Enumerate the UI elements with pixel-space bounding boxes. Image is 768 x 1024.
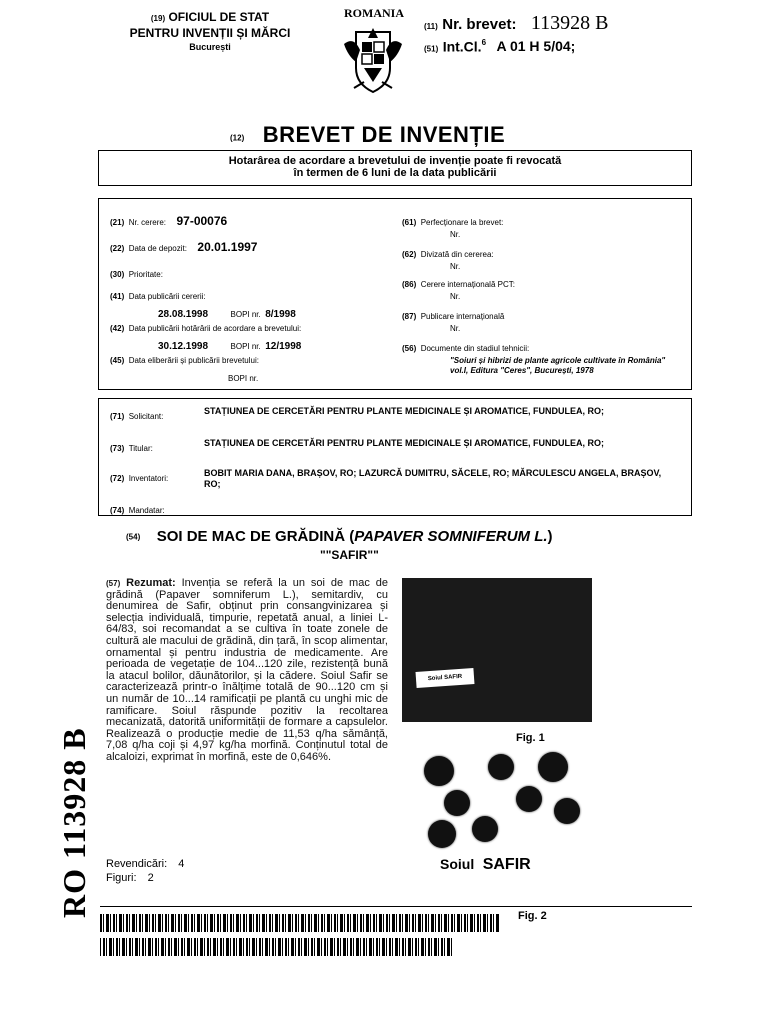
capsule-3 — [538, 752, 568, 782]
coat-of-arms-icon — [340, 22, 406, 98]
biblio-41: (41) Data publicării cererii: 28.08.1998 BOPI nr. 8/1998 — [110, 292, 296, 320]
intcl-code: (51) — [424, 44, 439, 54]
notice-line2: în termen de 6 luni de la data publicării — [293, 167, 497, 179]
revocation-notice — [98, 150, 692, 186]
office-city: București — [189, 42, 231, 52]
notice-line1: Hotarârea de acordare a brevetului de invenție poate fi revocată — [228, 155, 562, 167]
country-name: ROMANIA — [344, 6, 404, 20]
invention-title-part1: SOI DE MAC DE GRĂDINĂ ( — [156, 528, 355, 545]
patent-no-code: (11) — [424, 22, 438, 31]
figure-1-label: Fig. 1 — [516, 732, 545, 744]
biblio-56: (56) Documente din stadiul tehnicii: "Soiuri și hibrizi de plante agricole cultivate în România" vol.I, Editura "Ceres", București, 1978 — [402, 344, 666, 375]
party-71: (71) Solicitant: STAȚIUNEA DE CERCETĂRI PENTRU PLANTE MEDICINALE ȘI AROMATICE, FUNDULEA, RO; — [110, 406, 604, 421]
biblio-87: (87) Publicare internațională Nr. — [402, 312, 505, 333]
invention-title-species: PAPAVER SOMNIFERUM L. — [354, 528, 548, 545]
capsule-8 — [472, 816, 498, 842]
party-72: (72) Inventatori: BOBIT MARIA DANA, BRAȘOV, RO; LAZURCĂ DUMITRU, SĂCELE, RO; MĂRCULESCU ANGELA, BRAȘOV, RO; — [110, 468, 662, 489]
office-code: (19) — [150, 14, 166, 23]
abstract-text: Invenția se referă la un soi de mac de grădină (Papaver somniferum L.), semitardiv, cu denumirea de Safir, obținut prin consangvinizarea și selecția individuală, timpurie, repetată anual, a liniei L-64/83, soi recomandat a se cultiva în toate zonele de cultură ale macului de grădină, din țară, în scop alimentar, ornamental și pentru industria de medicamente. Are perioada de vegetație de 104...120 zile, rezistență bună la atacul bolilor, dăunătorilor, și la cădere. Soiul Safir se caracterizează printr-o înălțime totală de 90...120 cm și un număr de 10...14 ramificații pe plantă cu unghi mic de ramificare. Soiul răspunde pozitiv la recoltarea mecanizată, datorită uniformității de formare a capsulelor. Realizează o producție medie de 11,53 q/ha sămânță, 7,08 q/ha coji și 4,97 kg/ha morfină. Conținutul total de alcaloizi, exprimat în morfină, este de 0,646%. — [106, 577, 389, 763]
side-patent-number: RO 113928 B — [56, 727, 92, 918]
capsule-4 — [444, 790, 470, 816]
intcl-label: Int.Cl. — [442, 38, 482, 55]
party-73: (73) Titular: STAȚIUNEA DE CERCETĂRI PENTRU PLANTE MEDICINALE ȘI AROMATICE, FUNDULEA, RO; — [110, 438, 604, 453]
capsule-1 — [424, 756, 454, 786]
invention-title-line2: ""SAFIR"" — [320, 548, 379, 562]
office-block — [110, 10, 310, 52]
biblio-61: (61) Perfecționare la brevet: Nr. — [402, 218, 504, 239]
capsule-6 — [554, 798, 580, 824]
divider — [100, 906, 692, 907]
figure-2-capsules — [414, 750, 586, 854]
intcl-value: A 01 H 5/04; — [496, 38, 576, 55]
biblio-42: (42) Data publicării hotărârii de acordare a brevetului: 30.12.1998 BOPI nr. 12/1998 — [110, 324, 302, 352]
intcl-row — [424, 38, 764, 56]
document-title — [230, 122, 610, 148]
party-74: (74) Mandatar: — [110, 506, 165, 515]
title-text: BREVET DE INVENȚIE — [262, 122, 506, 147]
abstract-code: (57) — [106, 579, 121, 588]
office-line2: PENTRU INVENȚII ȘI MĂRCI — [129, 26, 291, 40]
figure-2-label: Fig. 2 — [518, 910, 547, 922]
intcl-sup: 6 — [481, 38, 487, 47]
capsule-2 — [488, 754, 514, 780]
figure-2-caption: Soiul SAFIR — [440, 856, 531, 873]
patent-no-label: Nr. brevet: — [442, 16, 517, 33]
figure-1-tag: Soiul SAFIR — [416, 668, 475, 688]
capsule-7 — [428, 820, 456, 848]
claims-count: Revendicări: 4 — [106, 858, 185, 870]
biblio-62: (62) Divizată din cererea: Nr. — [402, 250, 494, 271]
invention-title-part3: ) — [547, 528, 553, 545]
biblio-86: (86) Cerere internațională PCT: Nr. — [402, 280, 515, 301]
barcode-2 — [100, 938, 452, 956]
invention-title: (54) SOI DE MAC DE GRĂDINĂ (PAPAVER SOMNIFERUM L.) — [126, 528, 553, 545]
figures-count: Figuri: 2 — [106, 872, 154, 884]
figure-1-photo — [402, 578, 592, 722]
patent-no-value: 113928 B — [530, 12, 609, 34]
barcode-1 — [100, 914, 500, 932]
biblio-22: (22) Data de depozit: 20.01.1997 — [110, 240, 258, 254]
title-code: (12) — [230, 133, 245, 143]
office-line1: OFICIUL DE STAT — [168, 10, 270, 24]
patent-number-row — [424, 12, 764, 35]
biblio-30: (30) Prioritate: — [110, 270, 163, 279]
abstract — [106, 578, 388, 764]
abstract-label: Rezumat: — [126, 577, 176, 589]
biblio-21: (21) Nr. cerere: 97-00076 — [110, 214, 228, 228]
capsule-5 — [516, 786, 542, 812]
biblio-45: (45) Data eliberării și publicării brevetului: BOPI nr. — [110, 356, 259, 383]
